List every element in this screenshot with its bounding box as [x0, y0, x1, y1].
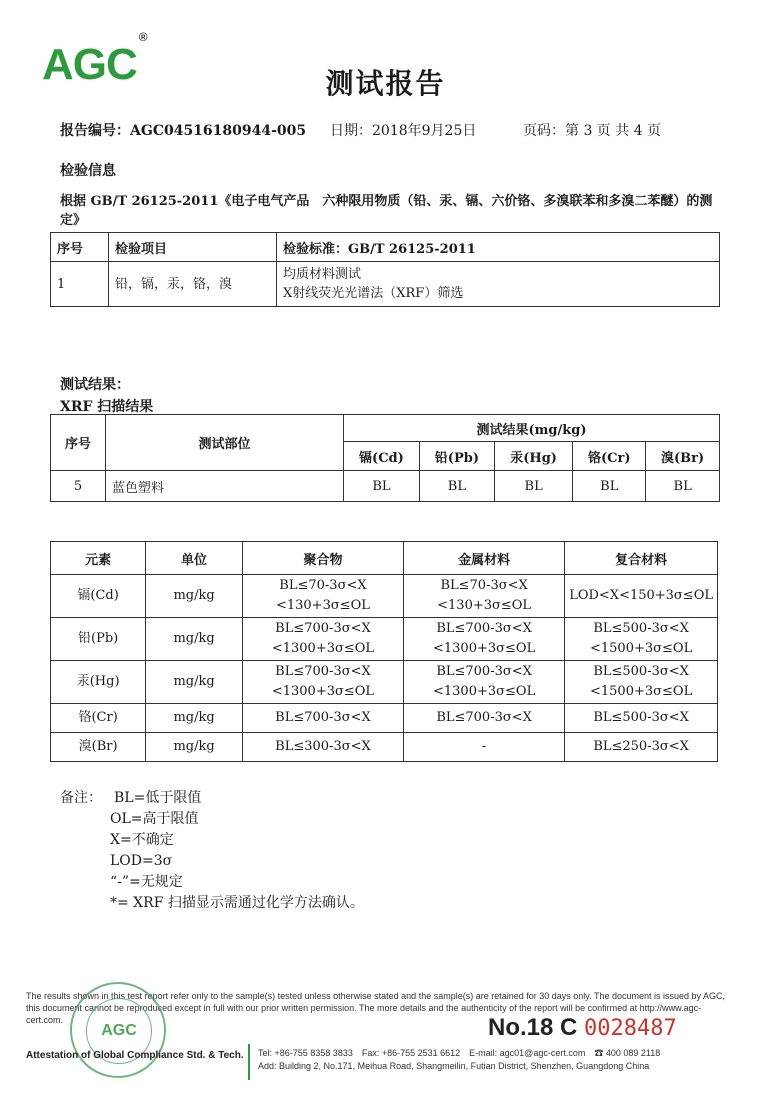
table-row: 铬(Cr) mg/kg BL≤700-3σ<X BL≤700-3σ<X BL≤500-3σ<X [51, 704, 718, 733]
xrf-heading: XRF 扫描结果 [60, 399, 154, 415]
page-number: 页码：第 3 页 共 4 页 [523, 123, 662, 139]
certification-seal: AGC [70, 982, 166, 1078]
inspection-info-heading: 检验信息 [60, 163, 116, 179]
xrf-results-table: 序号 测试部位 测试结果(mg/kg) 镉(Cd) 铅(Pb) 汞(Hg) 铬(Cr) 溴(Br) 5 蓝色塑料 BL BL BL BL BL [50, 414, 720, 502]
table-row: 镉(Cd) mg/kg BL≤70-3σ<X <130+3σ≤OL BL≤70-3σ<X <130+3σ≤OL LOD<X<150+3σ≤OL [51, 575, 718, 618]
test-basis: 根据 GB/T 26125-2011《电子电气产品 六种限用物质（铅、汞、镉、六价铬、多溴联苯和多溴二苯醚）的测定》 [60, 194, 713, 228]
serial-number: No.18 C 0028487 [488, 1014, 677, 1041]
table-row: 溴(Br) mg/kg BL≤300-3σ<X - BL≤250-3σ<X [51, 733, 718, 762]
report-number: 报告编号：AGC04516180944-005 [60, 123, 307, 139]
col-no: 序号 [51, 233, 109, 262]
agc-logo: AGC® [42, 30, 147, 89]
table-row: 铅(Pb) mg/kg BL≤700-3σ<X <1300+3σ≤OL BL≤700-3σ<X <1300+3σ≤OL BL≤500-3σ<X <1500+3σ≤OL [51, 618, 718, 661]
col-standard: 检验标准：GB/T 26125-2011 [277, 233, 720, 262]
report-title: 测试报告 [325, 67, 446, 100]
results-heading: 测试结果： [60, 377, 130, 393]
contact-info: Tel: +86-755 8358 3833 Fax: +86-755 2531 6612 E-mail: agc01@agc-cert.com ☎ 400 089 2118 Add: Building 2, No.171, Meihua Road, Shangmeilin, Futian District, Shenzhen, Guangdong China [258, 1048, 661, 1071]
table-row: 5 蓝色塑料 BL BL BL BL BL [51, 471, 720, 502]
report-date: 日期：2018年9月25日 [330, 123, 477, 139]
table-row: 1 铅，镉，汞，铬，溴 均质材料测试 X射线荧光光谱法（XRF）筛选 [51, 262, 720, 307]
col-item: 检验项目 [109, 233, 277, 262]
attestation: Attestation of Global Compliance Std. & Tech. [26, 1050, 244, 1061]
limits-table: 元素 单位 聚合物 金属材料 复合材料 镉(Cd) mg/kg BL≤70-3σ<X <130+3σ≤OL BL≤70-3σ<X <130+3σ≤OL LOD<X<150+3σ≤OL 铅(Pb) mg/kg BL≤700-3σ<X <1300+3σ≤OL BL≤700-3σ<X <1300+3σ≤OL BL≤500-3σ<X <1500+3σ≤OL 汞(Hg) mg/kg BL≤700-3σ<X <1300+3σ≤OL BL≤700-3σ<X <1300+3σ≤OL BL≤500-3σ<X <1500+3σ≤OL 铬(Cr) mg/kg BL≤700-3σ<X BL≤700-3σ<X BL≤500-3σ<X 溴(Br) mg/kg BL≤300-3σ<X - BL≤250-3σ<X [50, 541, 718, 762]
inspection-table [50, 232, 720, 307]
table-row: 汞(Hg) mg/kg BL≤700-3σ<X <1300+3σ≤OL BL≤700-3σ<X <1300+3σ≤OL BL≤500-3σ<X <1500+3σ≤OL [51, 661, 718, 704]
notes: 备注： BL=低于限值 OL=高于限值 X=不确定 LOD=3σ “-”=无规定 *= XRF 扫描显示需通过化学方法确认。 [60, 790, 364, 911]
divider [248, 1044, 250, 1080]
disclaimer: The results shown in this test report refer only to the sample(s) tested unless otherwise stated and the sample(s) are retained for 30 days only. The document is issued by AGC, this document cannot be reproduced except in full with our prior written permission. The more details and the authenticity of the report will be confirmed at http://www.agc-cert.com. [26, 991, 726, 1025]
